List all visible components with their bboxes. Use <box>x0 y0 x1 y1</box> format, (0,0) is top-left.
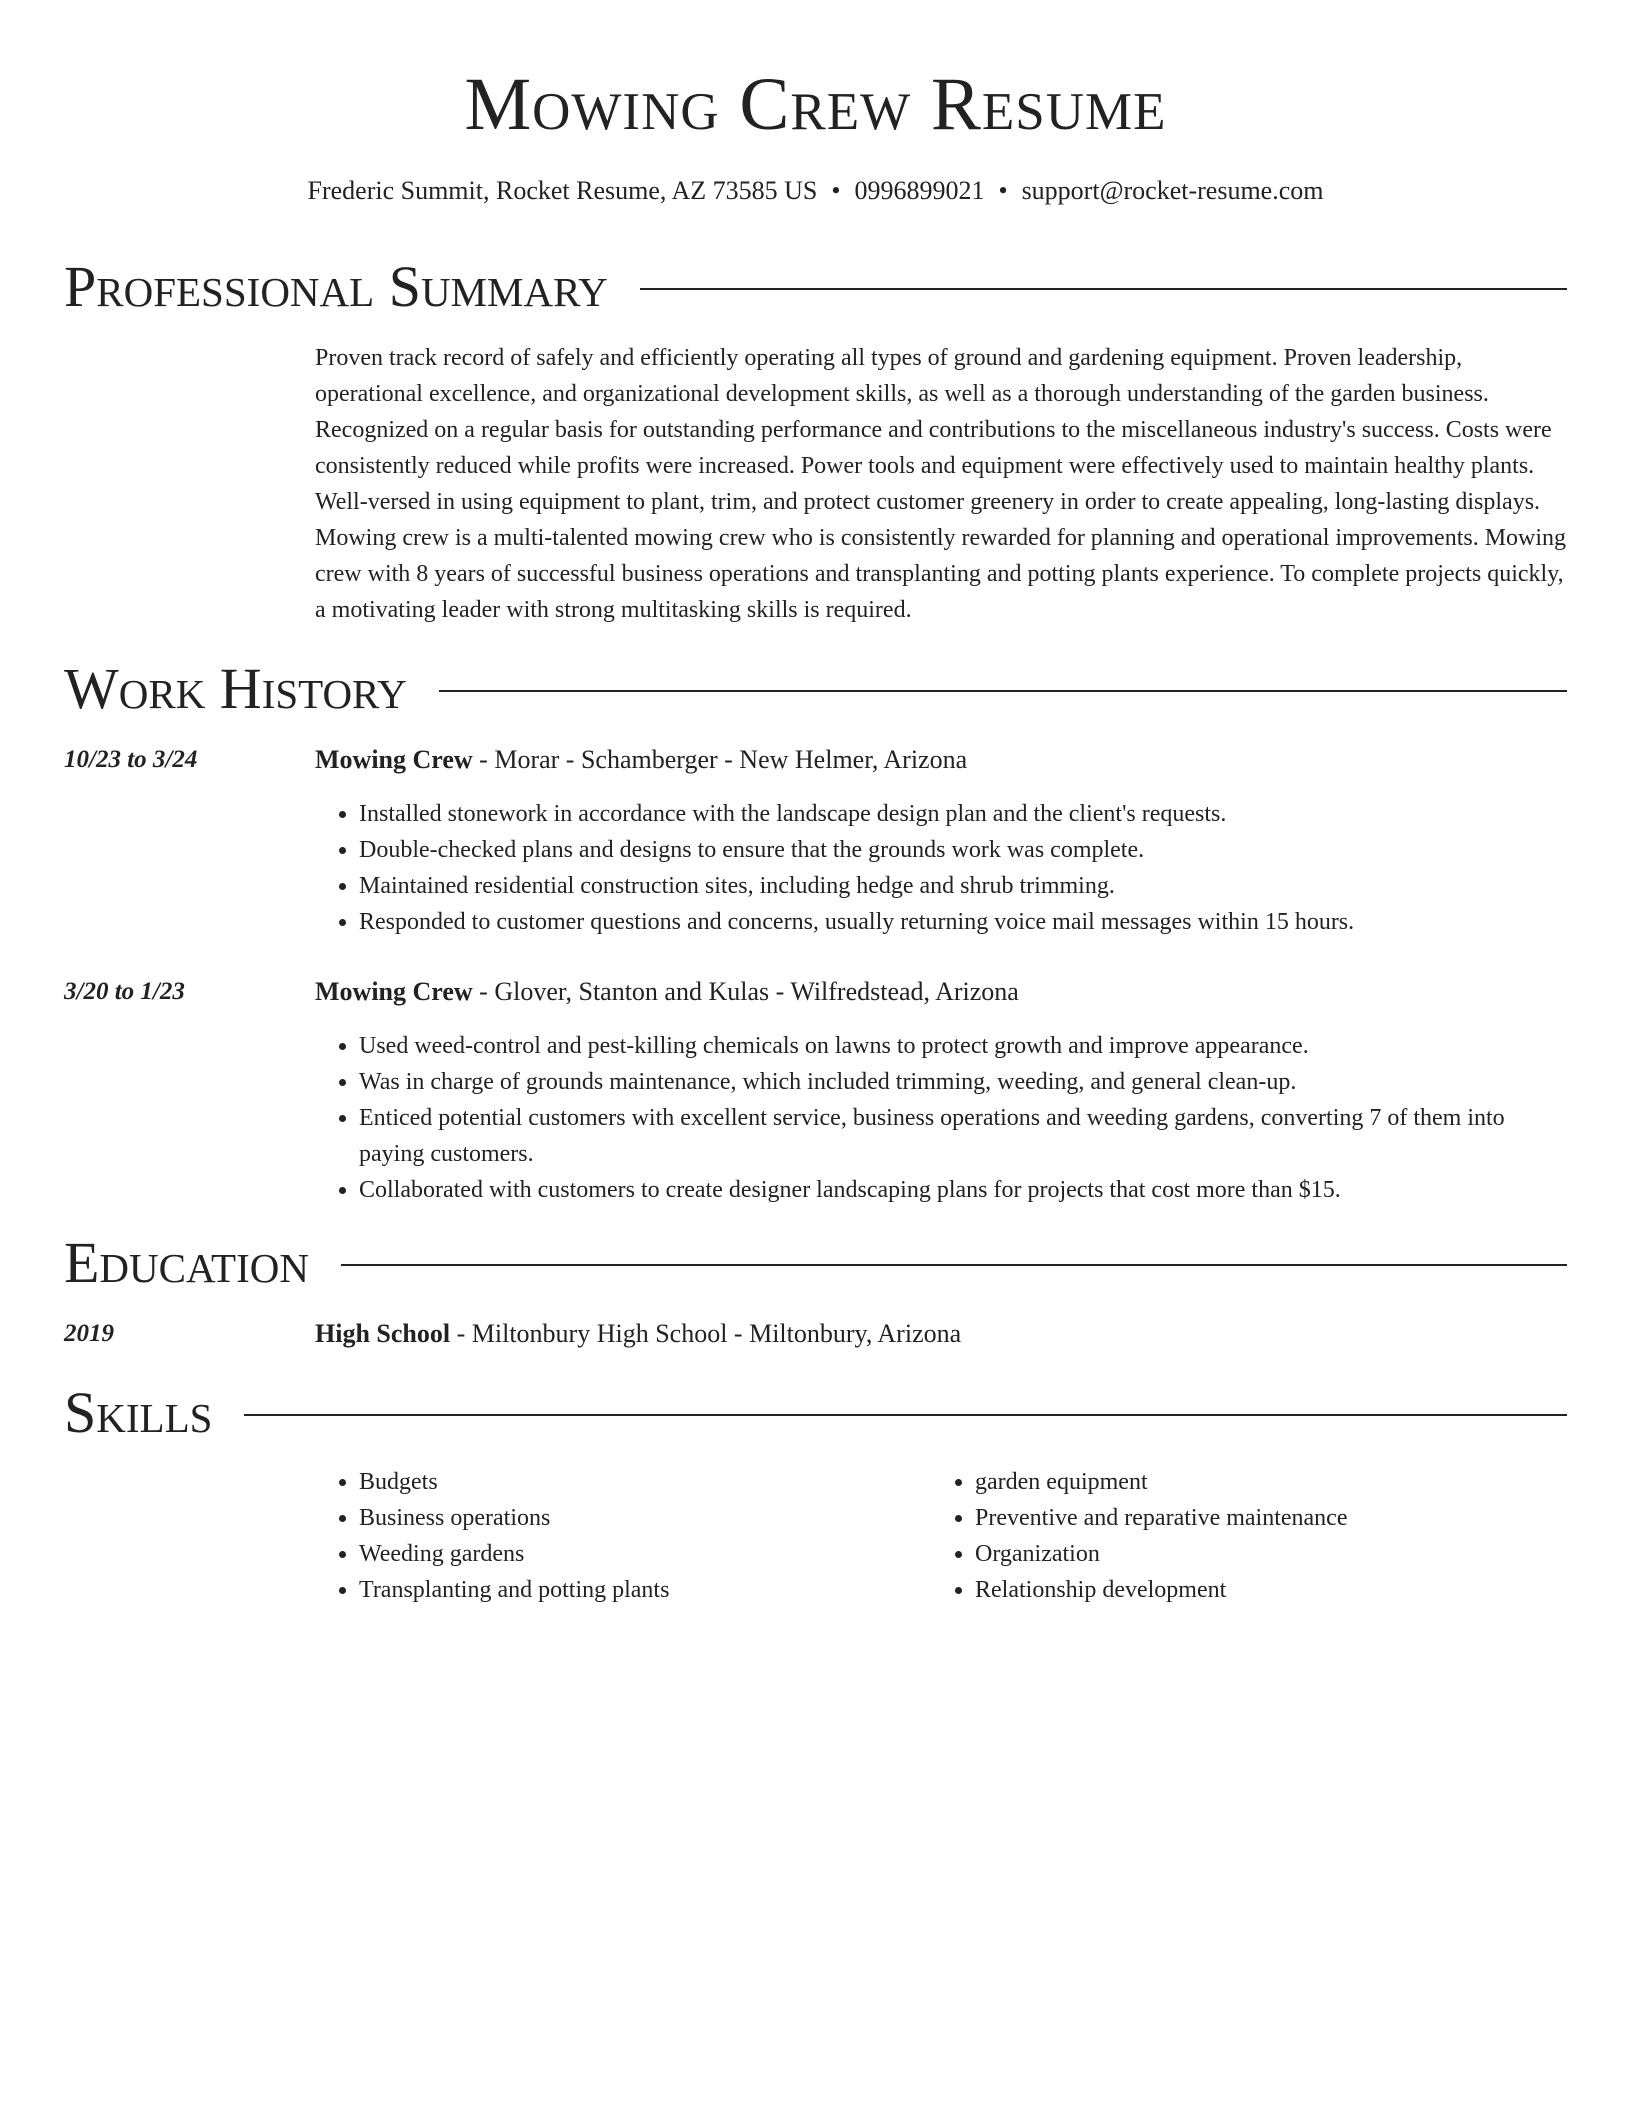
section-title-education: Education <box>64 1230 309 1295</box>
summary-paragraph: Proven track record of safely and efficiently operating all types of ground and gardening equipment. Proven leadership, operational excellence, and organizational development skills, as well as a thorough understanding of the garden business. Recognized on a regular basis for outstanding performance and contributions to the miscellaneous industry's success. Costs were consistently reduced while profits were increased. Power tools and equipment were effectively used to maintain healthy plants. Well-versed in using equipment to plant, trim, and protect customer greenery in order to create appealing, long-lasting displays. Mowing crew is a multi-talented mowing crew who is consistently rewarded for planning and operational improvements. Mowing crew with 8 years of successful business operations and transplanting and potting plants experience. To complete projects quickly, a motivating leader with strong multitasking skills is required. <box>315 345 1567 623</box>
skill-item: • Relationship development <box>975 1572 1548 1608</box>
job-bullet: • Enticed potential customers with excellent service, business operations and weeding gardens, converting 7 of them into paying customers. <box>359 1100 1567 1172</box>
contact-line <box>64 174 1567 208</box>
job-body <box>315 742 1567 940</box>
education-body <box>315 1316 1567 1352</box>
contact-address: Frederic Summit, Rocket Resume, AZ 73585 US <box>307 176 818 205</box>
job-bullet: • Installed stonework in accordance with the landscape design plan and the client's requests. <box>359 796 1567 832</box>
job-bullet: • Double-checked plans and designs to ensure that the grounds work was complete. <box>359 832 1567 868</box>
skill-item: • Budgets <box>359 1464 931 1500</box>
section-divider <box>244 1414 1567 1416</box>
job-bullet: • Collaborated with customers to create designer landscaping plans for projects that cost more than $15. <box>359 1172 1567 1208</box>
education-entry <box>64 1316 1567 1352</box>
skill-item: • Organization <box>975 1536 1548 1572</box>
contact-phone: 0996899021 <box>854 176 985 205</box>
job-details: - Morar - Schamberger - New Helmer, Arizona <box>472 745 968 774</box>
job-entry <box>64 974 1567 1208</box>
contact-email: support@rocket-resume.com <box>1021 176 1324 205</box>
job-title: Mowing Crew <box>315 977 473 1006</box>
job-bullet: • Was in charge of grounds maintenance, which included trimming, weeding, and general clean-up. <box>359 1064 1567 1100</box>
job-entry <box>64 742 1567 940</box>
job-bullet: • Used weed-control and pest-killing chemicals on lawns to protect growth and improve appearance. <box>359 1028 1567 1064</box>
skill-item: • Transplanting and potting plants <box>359 1572 931 1608</box>
job-bullets <box>315 1028 1567 1208</box>
resume-page <box>64 0 1567 1608</box>
contact-separator: • <box>831 176 841 205</box>
job-heading <box>315 742 1567 778</box>
job-date: 3/20 to 1/23 <box>64 978 185 1005</box>
skill-item: • Preventive and reparative maintenance <box>975 1500 1548 1536</box>
section-header-skills <box>64 1380 1567 1446</box>
section-header-work <box>64 656 1567 722</box>
section-header-summary <box>64 254 1567 320</box>
section-divider <box>640 288 1567 290</box>
section-divider <box>341 1264 1567 1266</box>
skill-item: • garden equipment <box>975 1464 1548 1500</box>
section-header-education <box>64 1230 1567 1296</box>
section-title-work: Work History <box>64 656 407 721</box>
skills-column-left <box>315 1464 931 1608</box>
skill-item: • Weeding gardens <box>359 1536 931 1572</box>
skill-item: • Business operations <box>359 1500 931 1536</box>
education-details: - Miltonbury High School - Miltonbury, Arizona <box>450 1319 962 1348</box>
job-bullet: • Maintained residential construction sites, including hedge and shrub trimming. <box>359 868 1567 904</box>
education-heading <box>315 1316 1567 1352</box>
section-title-skills: Skills <box>64 1380 213 1445</box>
job-details: - Glover, Stanton and Kulas - Wilfredstead, Arizona <box>472 977 1019 1006</box>
job-body <box>315 974 1567 1208</box>
skills-grid <box>315 1464 1567 1608</box>
job-title: Mowing Crew <box>315 745 473 774</box>
job-date: 10/23 to 3/24 <box>64 746 198 773</box>
section-divider <box>439 690 1567 692</box>
resume-title: Mowing Crew Resume <box>464 63 1167 146</box>
education-degree: High School <box>315 1319 451 1348</box>
job-heading <box>315 974 1567 1010</box>
job-bullets <box>315 796 1567 940</box>
education-date: 2019 <box>64 1320 114 1347</box>
section-title-summary: Professional Summary <box>64 254 608 319</box>
job-bullet: • Responded to customer questions and concerns, usually returning voice mail messages within 15 hours. <box>359 904 1567 940</box>
contact-separator: • <box>998 176 1008 205</box>
skills-column-right <box>931 1464 1548 1608</box>
